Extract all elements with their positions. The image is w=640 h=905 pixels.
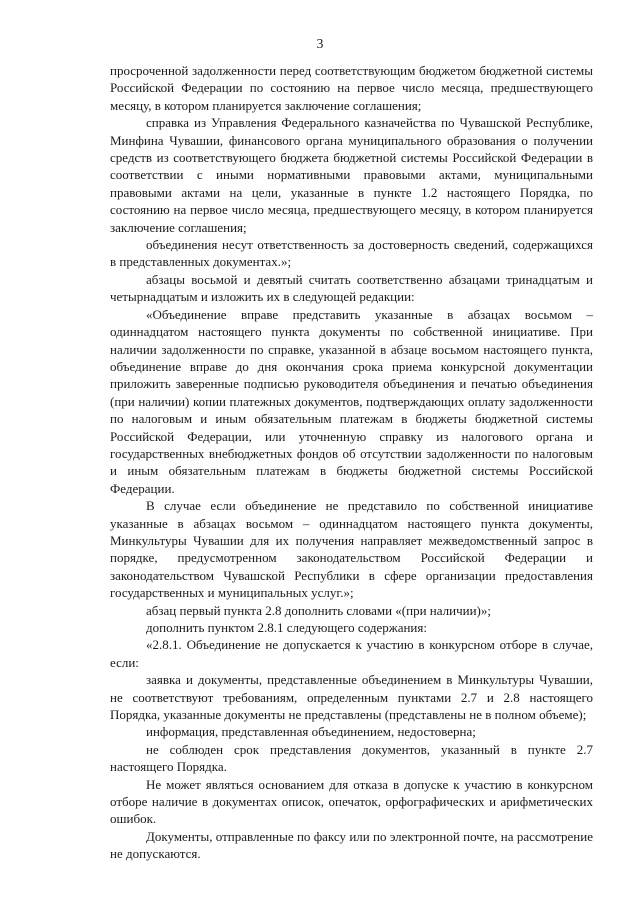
paragraph: абзац первый пункта 2.8 дополнить словами «(при наличии)»; <box>146 602 491 618</box>
paragraph: дополнить пунктом 2.8.1 следующего содержания: <box>146 620 427 635</box>
paragraph: В случае если объединение не представило по собственной инициативе указанные в абзацах восьмом – одиннадцатом настоящего пункта документы, Минкультуры Чувашии для их получения направляет межведомственный запрос в порядке, предусмотренном законодательством Российской Федерации и законодательством Чувашской Республики в сфере организации предоставления государственных и муниципальных услуг.»; <box>110 498 593 601</box>
paragraph: «Объединение вправе представить указанные в абзацах восьмом – одиннадцатом настоящего пункта документы по собственной инициативе. При наличии задолженности по справке, указанной в абзаце восьмом настоящего пункта, объединение вправе до дня окончания срока приема конкурсной документации приложить заверенные подписью руководителя объединения и печатью объединения (при наличии) копии платежных документов, подтверждающих оплату задолженности по налоговым и иным обязательным платежам в бюджеты бюджетной системы Российской Федерации, или уточненную справку из налогового органа и государственных внебюджетных фондов об отсутствии задолженности по налоговым и иным обязательным платежам в бюджеты бюджетной системы Российской Федерации. <box>110 306 593 496</box>
paragraph: не соблюден срок представления документов, указанный в пункте 2.7 настоящего Порядка. <box>110 741 593 775</box>
paragraph: заявка и документы, представленные объединением в Минкультуры Чувашии, не соответствуют требованиям, определенным пунктами 2.7 и 2.8 настоящего Порядка, указанные документы не представлены (представлены не в полном объеме); <box>110 672 593 723</box>
paragraph: Документы, отправленные по факсу или по электронной почте, на рассмотрение не допускаются. <box>110 828 593 862</box>
document-body <box>110 62 593 863</box>
paragraph: просроченной задолженности перед соответствующим бюджетом бюджетной системы Российской Федерации по состоянию на первое число месяца, предшествующего месяцу, в котором планируется заключение соглашения; <box>110 63 593 113</box>
paragraph: Не может являться основанием для отказа в допуске к участию в конкурсном отборе наличие в документах описок, опечаток, орфографических и арифметических ошибок. <box>110 776 593 827</box>
paragraph: справка из Управления Федерального казначейства по Чувашской Республике, Минфина Чувашии, финансового органа муниципального образования о получении средств из соответствующего бюджета бюджетной системы Российской Федерации в соответствии с иными нормативными правовыми актами, муниципальными правовыми актами на цели, указанные в пункте 1.2 настоящего Порядка, по состоянию на первое число месяца, предшествующего месяцу, в котором планируется заключение соглашения; <box>110 115 593 235</box>
paragraph: абзацы восьмой и девятый считать соответственно абзацами тринадцатым и четырнадцатым и изложить их в следующей редакции: <box>110 271 593 305</box>
paragraph: объединения несут ответственность за достоверность сведений, содержащихся в представленных документах.»; <box>110 237 593 270</box>
paragraph: информация, представленная объединением, недостоверна; <box>146 724 476 740</box>
page-number: 3 <box>316 36 324 51</box>
paragraph: «2.8.1. Объединение не допускается к участию в конкурсном отборе в случае, если: <box>110 637 593 670</box>
